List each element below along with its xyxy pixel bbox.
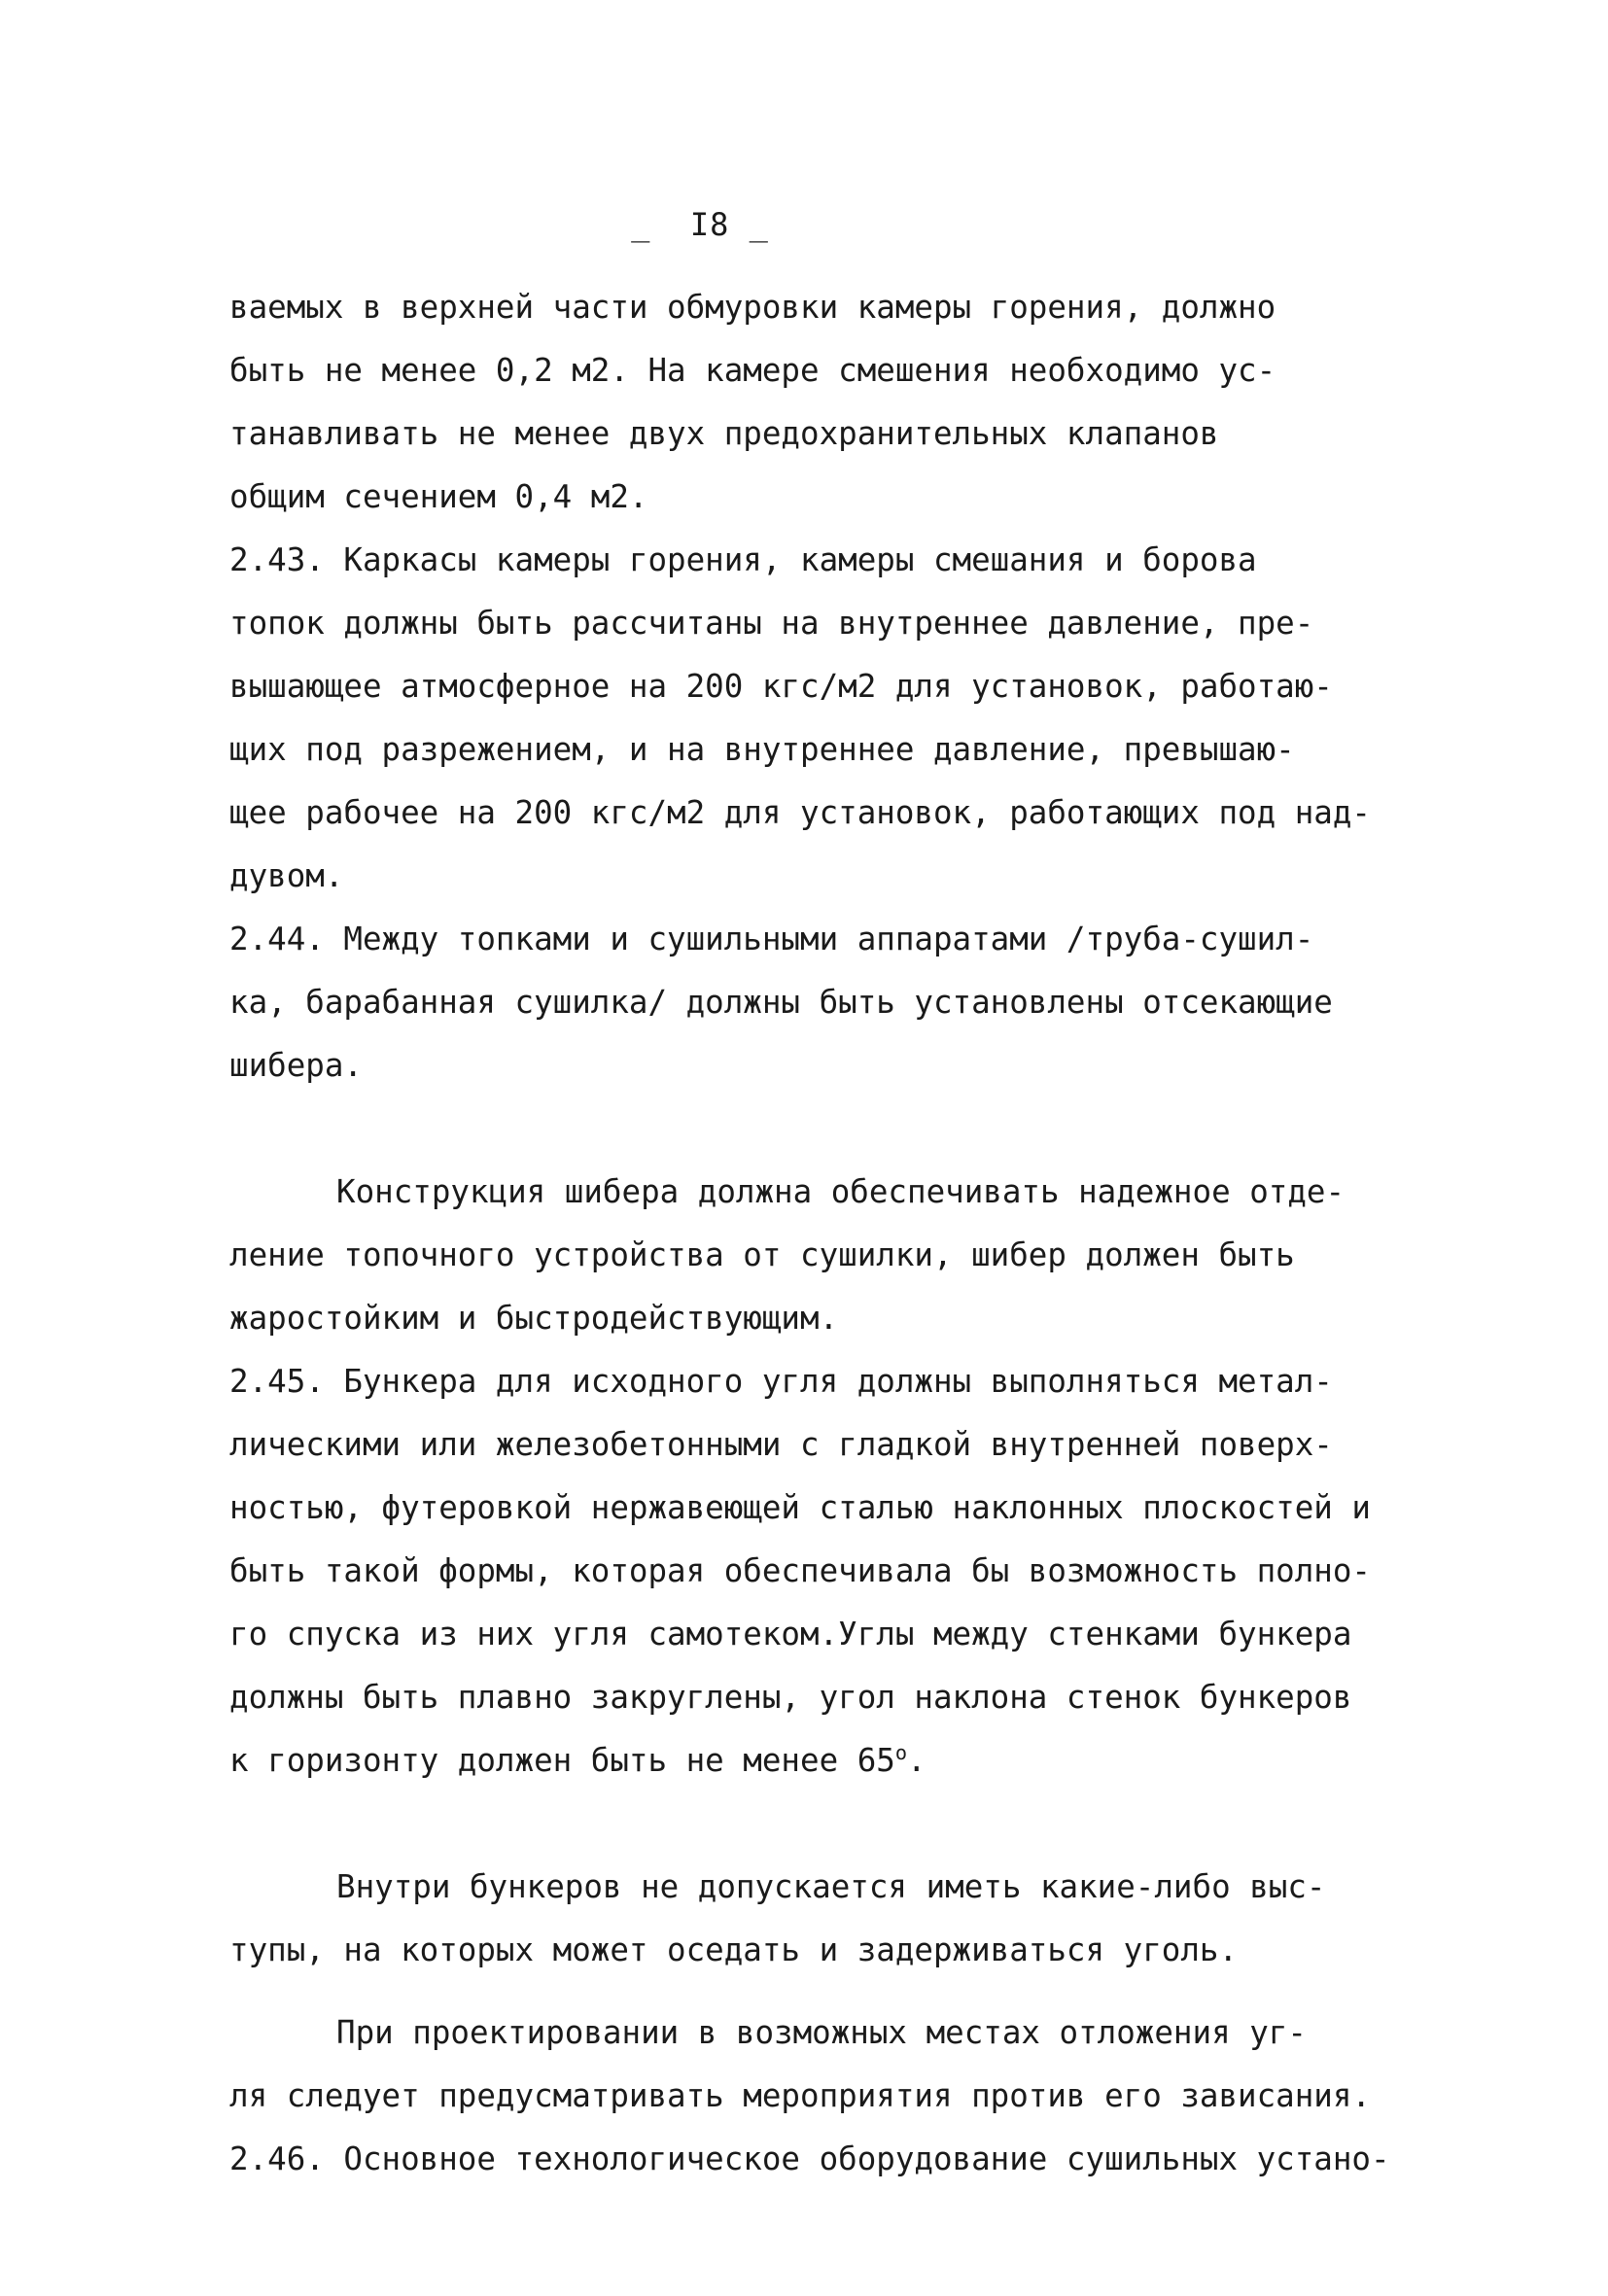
text-line: лическими или железобетонными с гладкой внутренней поверх-: [229, 1426, 1333, 1463]
text-line: 2.45. Бункера для исходного угля должны выполняться метал-: [229, 1363, 1333, 1400]
text-line: топок должны быть рассчитаны на внутреннее давление, пре-: [229, 605, 1314, 642]
text-line: [229, 1729, 1425, 1792]
text-line: дувом.: [229, 857, 344, 894]
text-line: быть не менее 0,2 м2. На камере смешения необходимо ус-: [229, 352, 1276, 389]
degree-superscript: о: [894, 1741, 907, 1765]
text-line: вышающее атмосферное на 200 кгс/м2 для установок, работаю-: [229, 668, 1333, 705]
page-number: _ I8 _: [631, 206, 769, 243]
text-line: общим сечением 0,4 м2.: [229, 478, 648, 515]
paragraph-damper-design: [229, 1161, 1425, 1350]
text-line: При проектировании в возможных местах отложения уг-: [336, 2014, 1307, 2051]
clause-2-45: [229, 1350, 1425, 1792]
text-line: тупы, на которых может оседать и задерживаться уголь.: [229, 1931, 1239, 1968]
clause-2-44: [229, 908, 1425, 1097]
paragraph-design-measures: [229, 2001, 1425, 2191]
text-line: го спуска из них угля самотеком.Углы между стенками бункера: [229, 1616, 1352, 1652]
paragraph-bunker-protrusions: [229, 1856, 1425, 1982]
text-line: ваемых в верхней части обмуровки камеры горения, должно: [229, 289, 1276, 326]
text-line: 2.44. Между топками и сушильными аппаратами /труба-сушил-: [229, 921, 1314, 957]
text-line: щее рабочее на 200 кгс/м2 для установок, работающих под над-: [229, 794, 1371, 831]
text-line: 2.43. Каркасы камеры горения, камеры смешания и борова: [229, 541, 1257, 578]
clause-2-43: [229, 529, 1425, 908]
text-line: жаростойким и быстродействующим.: [229, 1300, 839, 1337]
text-fragment: к горизонту должен быть не менее 65: [229, 1742, 895, 1779]
text-line: танавливать не менее двух предохранительных клапанов: [229, 415, 1219, 452]
text-line: ка, барабанная сушилка/ должны быть установлены отсекающие: [229, 984, 1333, 1021]
document-body: [229, 276, 1425, 2191]
text-fragment: .: [906, 1742, 926, 1779]
text-line: Внутри бункеров не допускается иметь какие-либо выс-: [336, 1868, 1326, 1905]
text-line: быть такой формы, которая обеспечивала бы возможность полно-: [229, 1552, 1371, 1589]
text-line: ля следует предусматривать мероприятия против его зависания.: [229, 2077, 1371, 2114]
text-line: должны быть плавно закруглены, угол наклона стенок бункеров: [229, 1679, 1352, 1716]
text-line: 2.46. Основное технологическое оборудование сушильных устано-: [229, 2140, 1390, 2177]
text-line: шибера.: [229, 1047, 363, 1084]
paragraph-continuation: [229, 276, 1425, 529]
paragraph-spacer: [229, 1792, 1425, 1856]
text-line: щих под разрежением, и на внутреннее давление, превышаю-: [229, 731, 1295, 768]
text-line: ление топочного устройства от сушилки, шибер должен быть: [229, 1236, 1295, 1273]
paragraph-spacer: [229, 1982, 1425, 2001]
text-line: Конструкция шибера должна обеспечивать надежное отде-: [336, 1173, 1346, 1210]
text-line: ностью, футеровкой нержавеющей сталью наклонных плоскостей и: [229, 1489, 1371, 1526]
paragraph-spacer: [229, 1097, 1425, 1161]
